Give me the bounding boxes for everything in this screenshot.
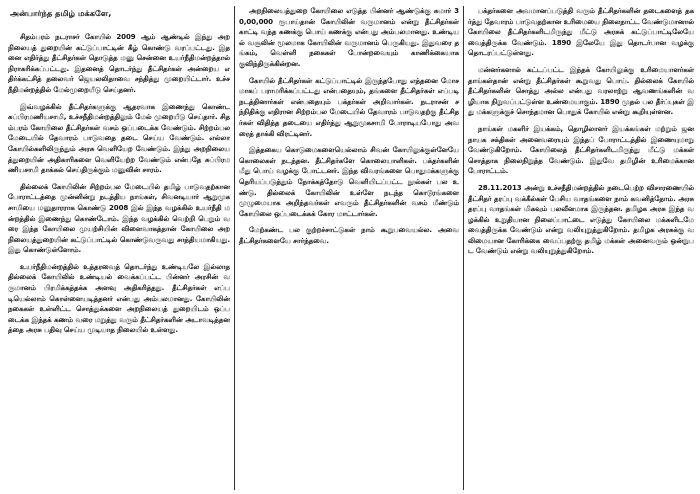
- paragraph: 28.11.2013 அன்று உச்சநீதிமன்றத்தில் நடைபெற்ற விசாரணையில் தீட்சிதர் தரப்பு வக்கீல்கள் பேசிய வாதங்களை நாம் கவனித்தோம். அரசு தரப்பு வாதங்கள் மிகவும் பலவீனமாக இருந்தன. தமிழக அரசு இந்த வழக்கில் உறுதியான நிலைப்பாட்டை எடுத்து கோயிலை மக்களிடமே வைத்திருக்க வேண்டும் என்று வலியுறுத்துகிறோம். தமிழக அரசுக்கு வலிமையான கோரிக்கை வைப்பதற்கு தமிழ் மக்கள் அனைவரும் ஒன்றுபட வேண்டும் என்று வலியுறுத்துகிறோம்.: [468, 182, 694, 256]
- paragraph: தில்லைக் கோயிலின் சிற்றம்பல மேடையில் தமிழ் பாடுவதற்கான போராட்டத்தை முன்னின்று நடத்திய நாங்கள், சிவனடியார் ஆறுமுகசாமியை மனுதாரராக கொண்டு 2008 இல் இந்த வழக்கில் உயர்நீதி மன்றத்தில் இணைந்து கொண்டோம். இந்த வழக்கில் வெற்றி பெறும் வரை இந்த கோயிலை முயற்சியின் விளைவாகத்தான் கோயிலை அறநிலையத்துறையின் கட்டுப்பாட்டில் கொண்டுவருவது சாத்தியமாகியது. இது கொண்டுள்ளோம்.: [8, 181, 230, 255]
- paragraph: கோயில் தீட்சிதர்கள் கட்டுப்பாட்டில் இருந்தபோது எத்தனை மோசமாகப் பராமரிக்கப்பட்டது என்பதையும், தங்களை தீட்சிதர்கள் எப்படி நடத்தினார்கள் என்பதையும் பக்தர்கள் அறிவார்கள். நடராசன் சந்நிதிக்கு எதிரான சிற்றம்பல மேடையில் தேவாரம் பாடுவதற்கு தீட்சிதர்கள் விதித்த தடையை எதிர்த்து ஆறுமுகசாமி போராடியபோது அவரைத் தாக்கி விரட்டினர்.: [239, 75, 459, 138]
- paragraph: அறநிலையத்துறை கோயிலை எடுத்த பின்னர் ஆண்டுக்கு சுமார் 30,00,000 ரூபாய்தான் கோயிலின் வருமானம் என்று தீட்சிதர்கள் காட்டி வந்த கணக்கு பொய் கணக்கு என்பது அம்பலமானது. உண்டியல் வசூலின் மூலமாக கோயிலின் வருமானம் பெருகியது. இதுவரை தங்கம், வெள்ளி நகைகள் போன்றவையும் காணிக்கையாக குவிந்திருக்கின்றன.: [239, 6, 459, 68]
- paragraph: மேற்கண்ட பல குற்றச்சாட்டுகள் நாம் கூறுபவையல்ல. அவை தீட்சிதர்களையே சார்ந்தவை.: [239, 225, 459, 245]
- paragraph: நாங்கள் மகளிர் இயக்கம், தொழிலாளர் இயக்கங்கள் மற்றும் ஜனநாயக சக்திகள் அனைவரையும் இந்தப் போராட்டத்தில் இணையுமாறு வேண்டுகிறோம். கோயிலைத் தீட்சிதர்களிடமிருந்து மீட்டு மக்கள் சொத்தாக நிலைநிறுத்த வேண்டும். இதுவே தமிழின் உரிமைக்கான போராட்டம்.: [468, 123, 694, 176]
- column-2: [239, 6, 459, 490]
- column-3: [468, 6, 694, 490]
- paragraph: பக்தர்களை அவமானப்படுத்தி வரும் தீட்சிதர்களின் தடைகளைத் தகர்த்து தேவாரம் பாடுவதற்கான உரிமையை நிலைநாட்ட வேண்டுமானால் கோயிலை தீட்சிதர்களிடமிருந்து மீட்டு அரசுக் கட்டுப்பாட்டிலேயே வைத்திருக்க வேண்டும். 1890 இலேயே இது தொடர்பான வழக்கு தொடரப்பட்டுள்ளது.: [468, 6, 694, 58]
- column-divider: [463, 6, 464, 490]
- paragraph: சிதம்பரம் நடராசர் கோயில் 2009 ஆம் ஆண்டில் இந்து அறநிலையத் துறையின் கட்டுப்பாட்டின் கீழ் கொண்டு வரப்பட்டது. இதனை எதிர்த்து தீட்சிதர்கள் தொடுத்த மனு சென்னை உயர்நீதிமன்றத்தால் நிராகரிக்கப்பட்டது. இதனைத் தொடர்ந்து தீட்சிதர்கள் அன்றைய எதிர்க்கட்சித் தலைவர் ஜெயலலிதாவை சந்தித்து முறையிட்டார். உச்சநீதிமன்றத்தில் மேல்முறையீடு செய்தனர்.: [8, 32, 230, 94]
- paragraph: இவ்வழக்கில் தீட்சிதர்களுக்கு ஆதரவாக இணைந்து கொண்ட சுப்பிரமணியசாமி, உச்சநீதிமன்றத்திலும் மேல் முறையீடு செய்தார். சிதம்பரம் கோயிலை தீட்சிதர்கள் வசம் ஒப்படைக்க வேண்டும். சிற்றம்பல மேடையில் தேவாரம் பாடுவதை தடை செய்ய வேண்டும். எல்லா கோயில்களிலிருந்தும் அரசு வெளியேற வேண்டும். இந்து அறநிலையத்துறையின் அதிகாரிகளை வெளியேற்ற வேண்டும் என்பதே சுப்பிரமணியசாமி தாக்கல் செய்திருக்கும் மனுவின் சாரம்.: [8, 101, 230, 175]
- column-1: [8, 6, 230, 490]
- paragraph: மன்னர்களால் கட்டப்பட்ட இந்தக் கோயிலுக்கு உரிமையாளர்கள் தாங்கள்தான் என்று தீட்சிதர்கள் கூறுவது பொய். தில்லைக் கோயில் தீட்சிதர்களின் சொத்து அல்ல என்பது வரலாற்று ஆவணங்களின் வழியாக நிறுவப்பட்டுள்ள உண்மையாகும். 1890 முதல் பல தீர்ப்புகள் இது மக்களுக்குச் சொந்தமான பொதுக் கோயில் என்று கூறியுள்ளன.: [468, 64, 694, 117]
- salutation: அன்பார்ந்த தமிழ் மக்களே,: [10, 8, 112, 18]
- column-divider: [234, 6, 235, 490]
- paragraph: இத்தகைய கொடுமைகளையெல்லாம் சிவன் கோயிலுக்குள்ளேயே கொலைகள் நடந்தன. தீட்சிதர்களே கொலையாளிகள். பக்தர்களின் மீது பொய் வழக்கு போட்டனர். இந்த விவரங்களை பொதுமக்களுக்கு தெரியப்படுத்தும் நோக்கத்தோடு வெளியிடப்பட்ட நூல்கள் பல உண்டு. தில்லைக் கோயிலின் உள்ளே நடந்த கொடூரங்களை முழுமையாக அறிந்தவர்கள் எவரும் தீட்சிதர்களின் வசம் மீண்டும் கோயிலை ஒப்படைக்கக் கோர மாட்டார்கள்.: [239, 145, 459, 218]
- paragraph: உயர்நீதிமன்றத்தில் உத்தரவைத் தொடர்ந்து உண்டியலே இல்லாத தில்லைக் கோயிலில் உண்டியல் வைக்கப்பட்ட பின்னர் அரசின் வருமானம் பிரமிக்கத்தக்க அளவு அதிகரித்தது. தீட்சிதர்கள் எப்படியெல்லாம் கொள்ளையடித்தனர் என்பது அம்பலமானது. கோயிலின் நகைகள் உள்ளிட்ட சொத்துக்களை அறநிலையத் துறையிடம் ஒப்படைக்க இந்தக் கணம் வரை மறுத்து வரும் தீட்சிதர்களின் அடாவடித்தனத்தை அரசு பதிவு செய்ய முடியாத நிலையில் உள்ளது.: [8, 261, 230, 335]
